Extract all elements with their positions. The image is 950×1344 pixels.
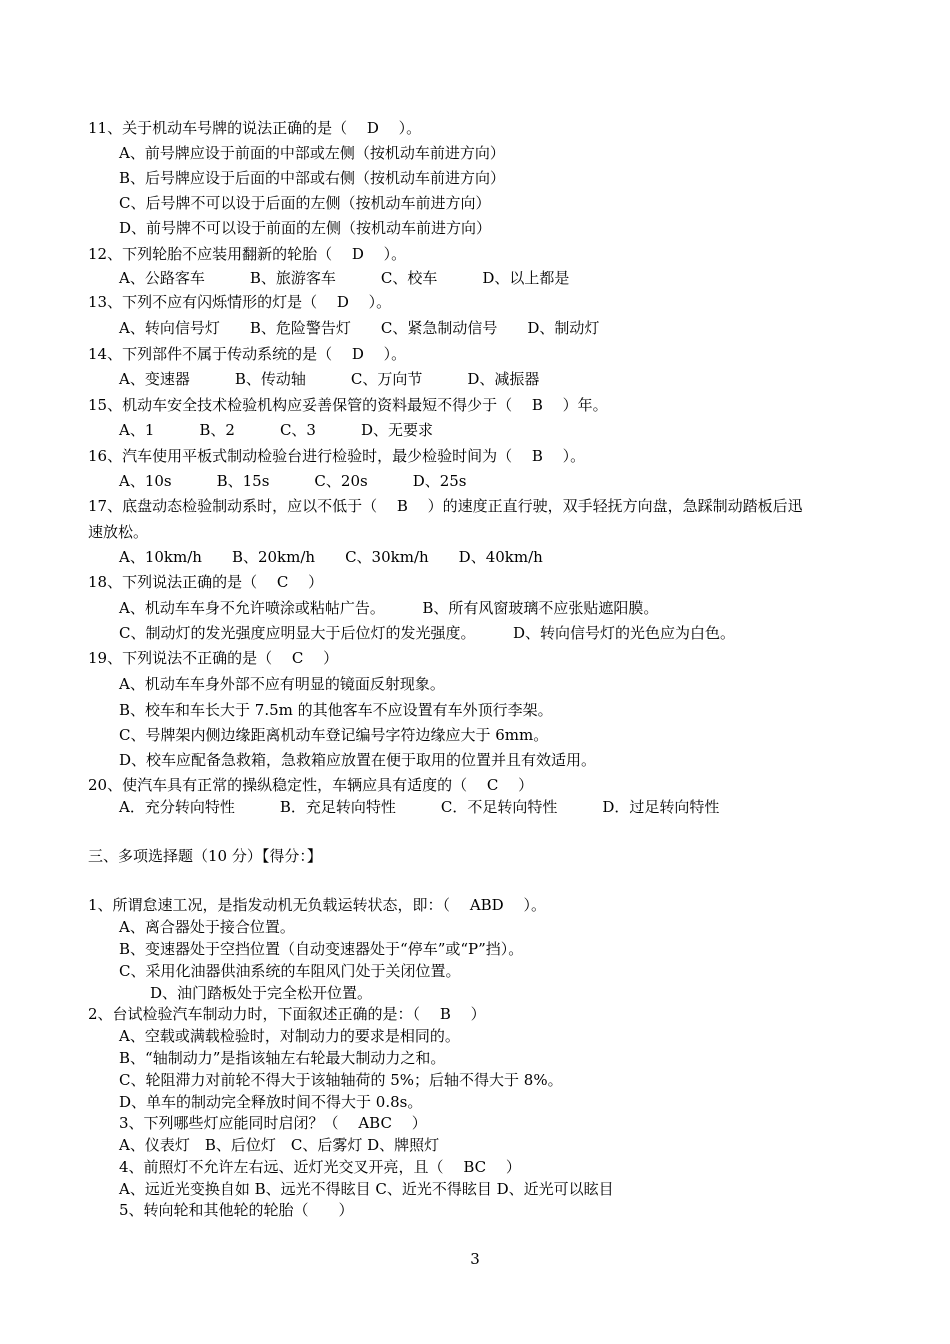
text-line: 20、使汽车具有正常的操纵稳定性，车辆应具有适度的（ C ）	[88, 776, 534, 794]
text-line: A、远近光变换自如 B、远光不得眩目 C、近光不得眩目 D、近光可以眩目	[119, 1180, 614, 1198]
page-number: 3	[470, 1250, 480, 1268]
text-line: 速放松。	[88, 523, 149, 541]
text-line: 2、台试检验汽车制动力时，下面叙述正确的是：（ B ）	[88, 1005, 486, 1023]
text-line: 17、底盘动态检验制动系时，应以不低于（ B ）的速度正直行驶，双手轻抚方向盘，急踩制动踏板后迅	[88, 497, 803, 515]
text-line: 4、前照灯不允许左右远、近灯光交叉开亮，且（ BC ）	[119, 1158, 521, 1176]
text-line: A、公路客车 B、旅游客车 C、校车 D、以上都是	[119, 269, 570, 287]
text-line: 18、下列说法正确的是（ C ）	[88, 573, 324, 591]
text-line: C、制动灯的发光强度应明显大于后位灯的发光强度。 D、转向信号灯的光色应为白色。	[119, 624, 736, 642]
text-line: 3、下列哪些灯应能同时启闭？（ ABC ）	[119, 1114, 427, 1132]
text-line: A、空载或满载检验时，对制动力的要求是相同的。	[119, 1027, 460, 1045]
text-line: 14、下列部件不属于传动系统的是（ D ）。	[88, 345, 407, 363]
text-line: 5、转向轮和其他轮的轮胎（ ）	[119, 1201, 354, 1219]
text-line: 15、机动车安全技术检验机构应妥善保管的资料最短不得少于（ B ）年。	[88, 396, 608, 414]
text-line: A、前号牌应设于前面的中部或左侧（按机动车前进方向）	[119, 144, 505, 162]
text-line: D、油门踏板处于完全松开位置。	[150, 984, 373, 1002]
text-line: B、校车和车长大于 7.5m 的其他客车不应设置有车外顶行李架。	[119, 701, 553, 719]
text-line: 三、多项选择题（10 分）【得分：】	[88, 847, 322, 865]
text-line: A、10s B、15s C、20s D、25s	[119, 472, 467, 490]
text-line: D、前号牌不可以设于前面的左侧（按机动车前进方向）	[119, 219, 492, 237]
text-line: A、变速器 B、传动轴 C、万向节 D、减振器	[119, 370, 540, 388]
text-line: 19、下列说法不正确的是（ C ）	[88, 649, 339, 667]
text-line: B、“轴制动力”是指该轴左右轮最大制动力之和。	[119, 1049, 446, 1067]
text-line: A、机动车车身不允许喷涂或粘帖广告。 B、所有风窗玻璃不应张贴遮阳膜。	[119, 599, 659, 617]
text-line: 13、下列不应有闪烁情形的灯是（ D ）。	[88, 293, 392, 311]
text-line: A、转向信号灯 B、危险警告灯 C、紧急制动信号 D、制动灯	[119, 319, 600, 337]
text-line: A、10km/h B、20km/h C、30km/h D、40km/h	[119, 548, 543, 566]
text-line: C、号牌架内侧边缘距离机动车登记编号字符边缘应大于 6mm。	[119, 726, 549, 744]
text-line: D、单车的制动完全释放时间不得大于 0.8s。	[119, 1093, 423, 1111]
text-line: B、变速器处于空挡位置（自动变速器处于“停车”或“P”挡）。	[119, 940, 524, 958]
text-line: 16、汽车使用平板式制动检验台进行检验时，最少检验时间为（ B ）。	[88, 447, 586, 465]
text-line: D、校车应配备急救箱，急救箱应放置在便于取用的位置并且有效适用。	[119, 751, 597, 769]
text-line: A．充分转向特性 B．充足转向特性 C．不足转向特性 D．过足转向特性	[119, 798, 720, 816]
text-line: B、后号牌应设于后面的中部或右侧（按机动车前进方向）	[119, 169, 506, 187]
text-line: C、后号牌不可以设于后面的左侧（按机动车前进方向）	[119, 194, 491, 212]
text-line: C、轮阻滞力对前轮不得大于该轴轴荷的 5%；后轴不得大于 8%。	[119, 1071, 563, 1089]
text-line: C、采用化油器供油系统的车阻风门处于关闭位置。	[119, 962, 461, 980]
text-line: A、机动车车身外部不应有明显的镜面反射现象。	[119, 675, 445, 693]
text-line: 12、下列轮胎不应装用翻新的轮胎（ D ）。	[88, 245, 407, 263]
text-line: A、1 B、2 C、3 D、无要求	[119, 421, 433, 439]
text-line: 1、所谓怠速工况，是指发动机无负载运转状态，即：（ ABD ）。	[88, 896, 546, 914]
text-line: A、离合器处于接合位置。	[119, 918, 295, 936]
text-line: A、仪表灯 B、后位灯 C、后雾灯 D、牌照灯	[119, 1136, 440, 1154]
text-line: 11、关于机动车号牌的说法正确的是（ D ）。	[88, 119, 422, 137]
